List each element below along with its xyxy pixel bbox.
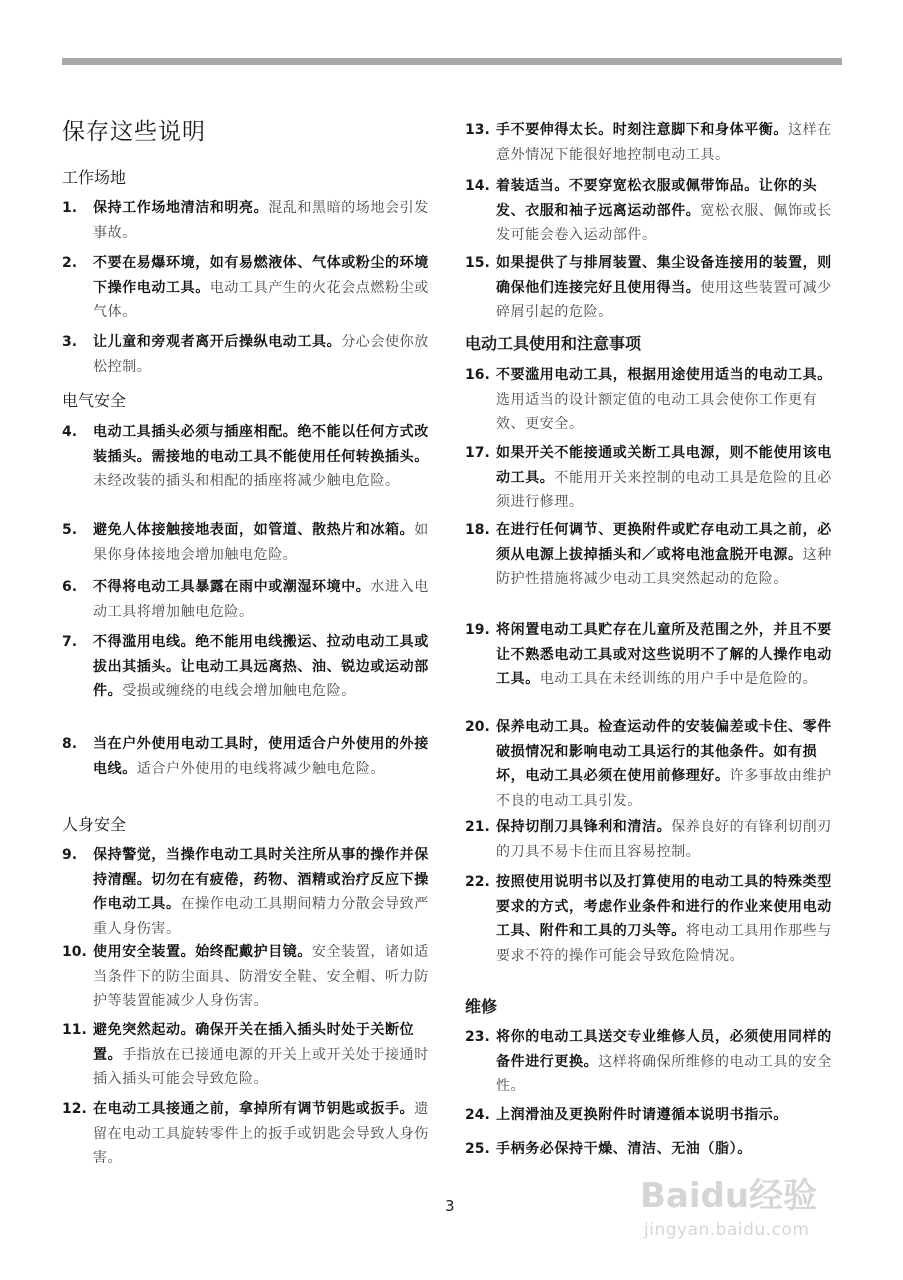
list-item: 2. 不要在易爆环境，如有易燃液体、气体或粉尘的环境下操作电动工具。电动工具产生的火花会点燃粉尘或气体。 [62,255,429,320]
list-item: 18. 在进行任何调节、更换附件或贮存电动工具之前，必须从电源上拔掉插头和／或将电池盒脱开电源。这种防护性措施将减少电动工具突然起动的危险。 [465,522,832,587]
section-title-personal: 人身安全 [62,815,127,834]
baidu-jingyan-watermark [640,1168,850,1268]
list-item: 15. 如果提供了与排屑装置、集尘设备连接用的装置，则确保他们连接完好且使用得当。使用这些装置可减少碎屑引起的危险。 [465,255,832,320]
page-title: 保存这些说明 [62,119,206,145]
list-item: 14. 着装适当。不要穿宽松衣服或佩带饰品。让你的头发、衣服和袖子远离运动部件。宽松衣服、佩饰或长发可能会卷入运动部件。 [465,178,832,243]
list-item: 16. 不要滥用电动工具，根据用途使用适当的电动工具。选用适当的设计额定值的电动工具会使你工作更有效、更安全。 [465,367,832,432]
section-title-work-area: 工作场地 [62,168,127,187]
list-item: 10. 使用安全装置。始终配戴护目镜。安全装置，诸如适当条件下的防尘面具、防滑安全鞋、安全帽、听力防护等装置能减少人身伤害。 [62,944,429,1009]
list-item: 7. 不得滥用电线。绝不能用电线搬运、拉动电动工具或拔出其插头。让电动工具远离热、油、锐边或运动部件。受损或缠绕的电线会增加触电危险。 [62,634,429,699]
list-item: 22. 按照使用说明书以及打算使用的电动工具的特殊类型要求的方式，考虑作业条件和进行的作业来使用电动工具、附件和工具的刀头等。将电动工具用作那些与要求不符的操作可能会导致危险情况。 [465,874,832,964]
list-item: 9. 保持警觉，当操作电动工具时关注所从事的操作并保持清醒。切勿在有疲倦，药物、酒精或治疗反应下操作电动工具。在操作电动工具期间精力分散会导致严重人身伤害。 [62,847,429,937]
list-item: 23. 将你的电动工具送交专业维修人员，必须使用同样的备件进行更换。这样将确保所维修的电动工具的安全性。 [465,1029,832,1094]
list-item: 3. 让儿童和旁观者离开后操纵电动工具。分心会使你放松控制。 [62,334,429,375]
list-item: 25. 手柄务必保持干燥、清洁、无油（脂）。 [465,1141,752,1157]
list-item: 19. 将闲置电动工具贮存在儿童所及范围之外，并且不要让不熟悉电动工具或对这些说明不了解的人操作电动工具。电动工具在未经训练的用户手中是危险的。 [465,622,832,687]
list-item: 4. 电动工具插头必须与插座相配。绝不能以任何方式改装插头。需接地的电动工具不能使用任何转换插头。未经改装的插头和相配的插座将减少触电危险。 [62,424,429,489]
section-title-electrical: 电气安全 [62,391,127,410]
list-item: 11. 避免突然起动。确保开关在插入插头时处于关断位置。手指放在已接通电源的开关上或开关处于接通时插入插头可能会导致危险。 [62,1022,429,1087]
list-item: 21. 保持切削刀具锋利和清洁。保养良好的有锋利切削刃的刀具不易卡住而且容易控制。 [465,819,832,860]
list-item: 6. 不得将电动工具暴露在雨中或潮湿环境中。水进入电动工具将增加触电危险。 [62,579,429,620]
list-item: 1. 保持工作场地清洁和明亮。混乱和黑暗的场地会引发事故。 [62,200,429,241]
list-item: 24. 上润滑油及更换附件时请遵循本说明书指示。 [465,1107,788,1123]
list-item: 13. 手不要伸得太长。时刻注意脚下和身体平衡。这样在意外情况下能很好地控制电动工具。 [465,122,832,163]
list-item: 12. 在电动工具接通之前，拿掉所有调节钥匙或扳手。遗留在电动工具旋转零件上的扳手或钥匙会导致人身伤害。 [62,1101,429,1166]
page-number: 3 [445,1197,455,1215]
top-rule [62,58,842,65]
list-item: 5. 避免人体接触接地表面，如管道、散热片和冰箱。如果你身体接地会增加触电危险。 [62,522,429,563]
section-title-tool-use: 电动工具使用和注意事项 [465,334,642,353]
list-item: 8. 当在户外使用电动工具时，使用适合户外使用的外接电线。适合户外使用的电线将减少触电危险。 [62,736,429,777]
watermark-url: jingyan.baidu.com [644,1220,810,1240]
list-item: 20. 保养电动工具。检查运动件的安装偏差或卡住、零件破损情况和影响电动工具运行的其他条件。如有损坏，电动工具必须在使用前修理好。许多事故由维护不良的电动工具引发。 [465,719,832,809]
section-title-service: 维修 [465,997,498,1016]
watermark-logo: Baidu经验 [640,1176,818,1216]
list-item: 17. 如果开关不能接通或关断工具电源，则不能使用该电动工具。不能用开关来控制的电动工具是危险的且必须进行修理。 [465,445,832,510]
